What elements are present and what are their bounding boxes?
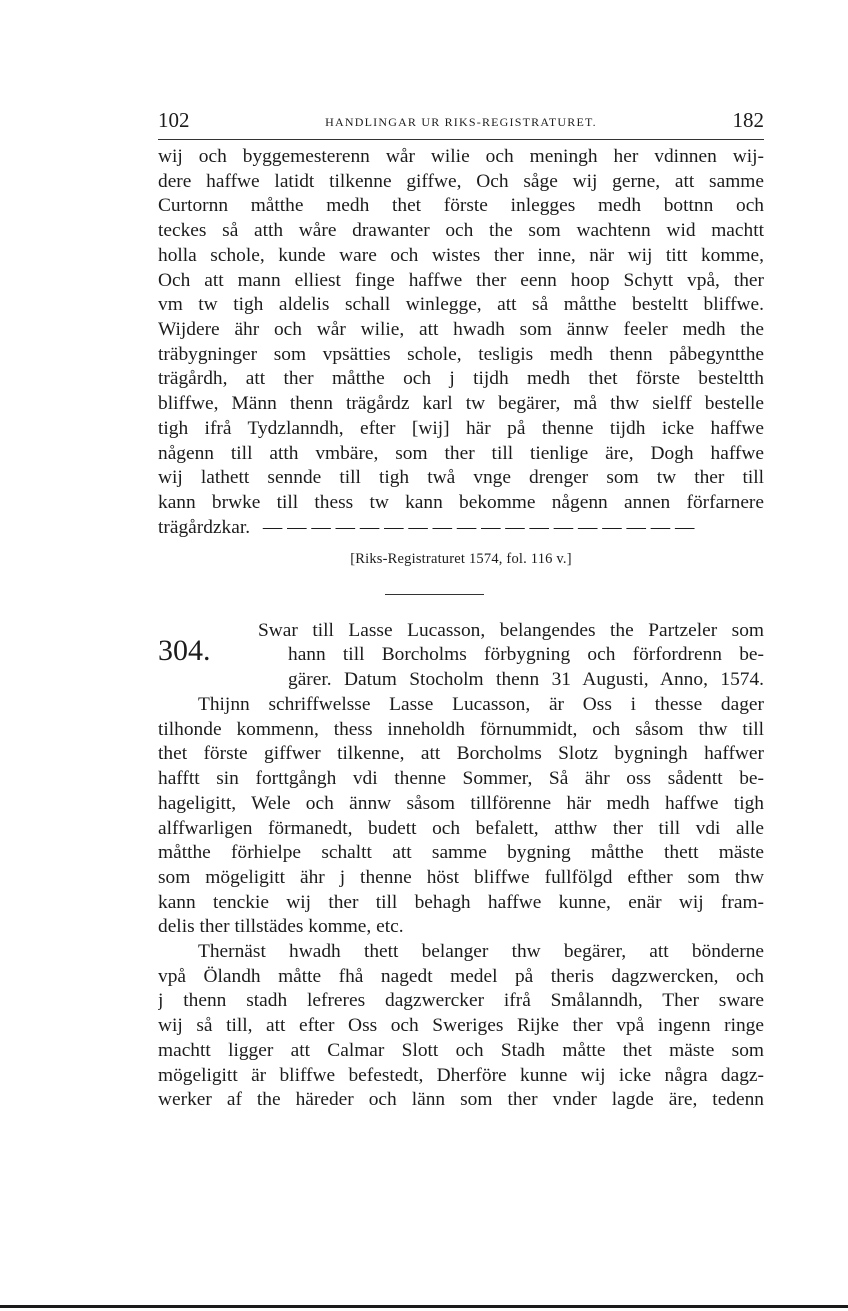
text-line: thet förste giffwer tilkenne, att Borcholms Slotz bygningh haffwer xyxy=(158,743,764,765)
text-line: mögeligitt är bliffwe befestedt, Dherföre kunne wij icke några dagz- xyxy=(158,1064,764,1086)
text-line: tilhonde kommenn, thess inneholdh förnummidt, och såsom thw till xyxy=(158,718,764,740)
page-header xyxy=(158,108,764,134)
text-line: teckes så atth wåre drawanter och the som wachtenn wid machtt xyxy=(158,220,764,242)
entry-number: 304. xyxy=(158,634,211,667)
text-line: j thenn stadh lefreres dagzwercker ifrå Smålanndh, Ther sware xyxy=(158,990,764,1012)
text-line: måtthe förhielpe schaltt att samme bygning måtthe thett mäste xyxy=(158,842,764,864)
header-rule xyxy=(158,139,764,140)
summary-line: hann till Borcholms förbygning och förfordrenn be- xyxy=(288,644,764,666)
text-line: machtt ligger att Calmar Slott och Stadh måtte thet mäste som xyxy=(158,1039,764,1061)
text-line: Wijdere ähr och wår wilie, att hwadh som ännw feeler medh the xyxy=(158,319,764,341)
source-reference: [Riks-Registraturet 1574, fol. 116 v.] xyxy=(350,551,572,567)
text-line: Thernäst hwadh thett belanger thw begärer, att bönderne xyxy=(198,941,764,962)
page-number: 102 xyxy=(158,108,190,132)
text-line: kann brwke till thess tw kann bekomme någenn annen förfarnere xyxy=(158,492,764,514)
text-line: bliffwe, Männ thenn trägårdz karl tw begärer, må thw sielff bestelle xyxy=(158,393,764,415)
dash-fill: — — — — — — — — — — — — — — — — — — xyxy=(262,516,695,538)
text-line: wij och byggemesterenn wår wilie och meningh her vdinnen wij- xyxy=(158,146,764,167)
text-line: som mögeligitt ähr j thenne höst bliffwe fullfölgd efther som thw xyxy=(158,867,764,889)
closing-word: trägårdzkar. xyxy=(158,516,251,538)
text-line: trägårdh, att ther måtthe och j tijdh medh thet förste besteltth xyxy=(158,368,764,390)
scan-bottom-edge xyxy=(0,1305,848,1308)
text-line: kann tenckie wij ther till behagh haffwe kunne, enär wij fram- xyxy=(158,891,764,913)
text-line: vm tw tigh aldelis schall winlegge, att så måtthe besteltt bliffwe. xyxy=(158,294,764,316)
text-line: Curtornn måtthe medh thet förste inlegges medh bottnn och xyxy=(158,195,764,217)
section-separator xyxy=(385,594,484,595)
document-number: 182 xyxy=(732,108,764,132)
entry-summary xyxy=(258,619,764,692)
text-line: holla schole, kunde ware och wistes ther inne, när wij titt komme, xyxy=(158,244,764,266)
text-line: tigh ifrå Tydzlanndh, efter [wij] här på thenne tijdh icke haffwe xyxy=(158,417,764,439)
text-line: Thijnn schriffwelsse Lasse Lucasson, är Oss i thesse dager xyxy=(198,694,764,715)
text-line: hageligitt, Wele och ännw såsom tillförenne här medh haffwe tigh xyxy=(158,792,764,814)
text-line: träbygninger som vpsätties schole, tesligis medh thenn påbegyntthe xyxy=(158,343,764,365)
body-continuation xyxy=(158,145,764,541)
text-line: alffwarligen förmanedt, budett och befalett, atthw ther till vdi alle xyxy=(158,817,764,839)
text-line: delis ther tillstädes komme, etc. xyxy=(158,916,404,938)
text-line: wij lathett sennde till tigh twå vnge drenger som tw ther till xyxy=(158,467,764,489)
paragraph-2 xyxy=(158,940,764,1113)
text-line: werker af the häreder och länn som ther vnder lagde äre, tedenn xyxy=(158,1089,764,1111)
text-line: vpå Ölandh måtte fhå nagedt medel på theris dagzwercken, och xyxy=(158,965,764,987)
text-line: dere haffwe latidt tilkenne giffwe, Och såge wij gerne, att samme xyxy=(158,170,764,192)
text-line-closing xyxy=(158,516,764,541)
text-line: hafftt sin forttgångh vdi thenne Sommer, Så ähr oss sådentt be- xyxy=(158,768,764,790)
summary-line: Swar till Lasse Lucasson, belangendes the Partzeler som xyxy=(258,620,764,641)
paragraph-1 xyxy=(158,693,764,940)
text-line: Och att mann elliest finge haffwe ther eenn hoop Schytt vpå, ther xyxy=(158,269,764,291)
text-line: någenn till atth vmbäre, som ther till tienlige äre, Dogh haffwe xyxy=(158,442,764,464)
running-title: HANDLINGAR UR RIKS-REGISTRATURET. xyxy=(325,115,597,129)
text-line: wij så till, att efter Oss och Sweriges Rijke ther vpå ingenn ringe xyxy=(158,1015,764,1037)
summary-line: gärer. Datum Stocholm thenn 31 Augusti, Anno, 1574. xyxy=(288,668,764,690)
